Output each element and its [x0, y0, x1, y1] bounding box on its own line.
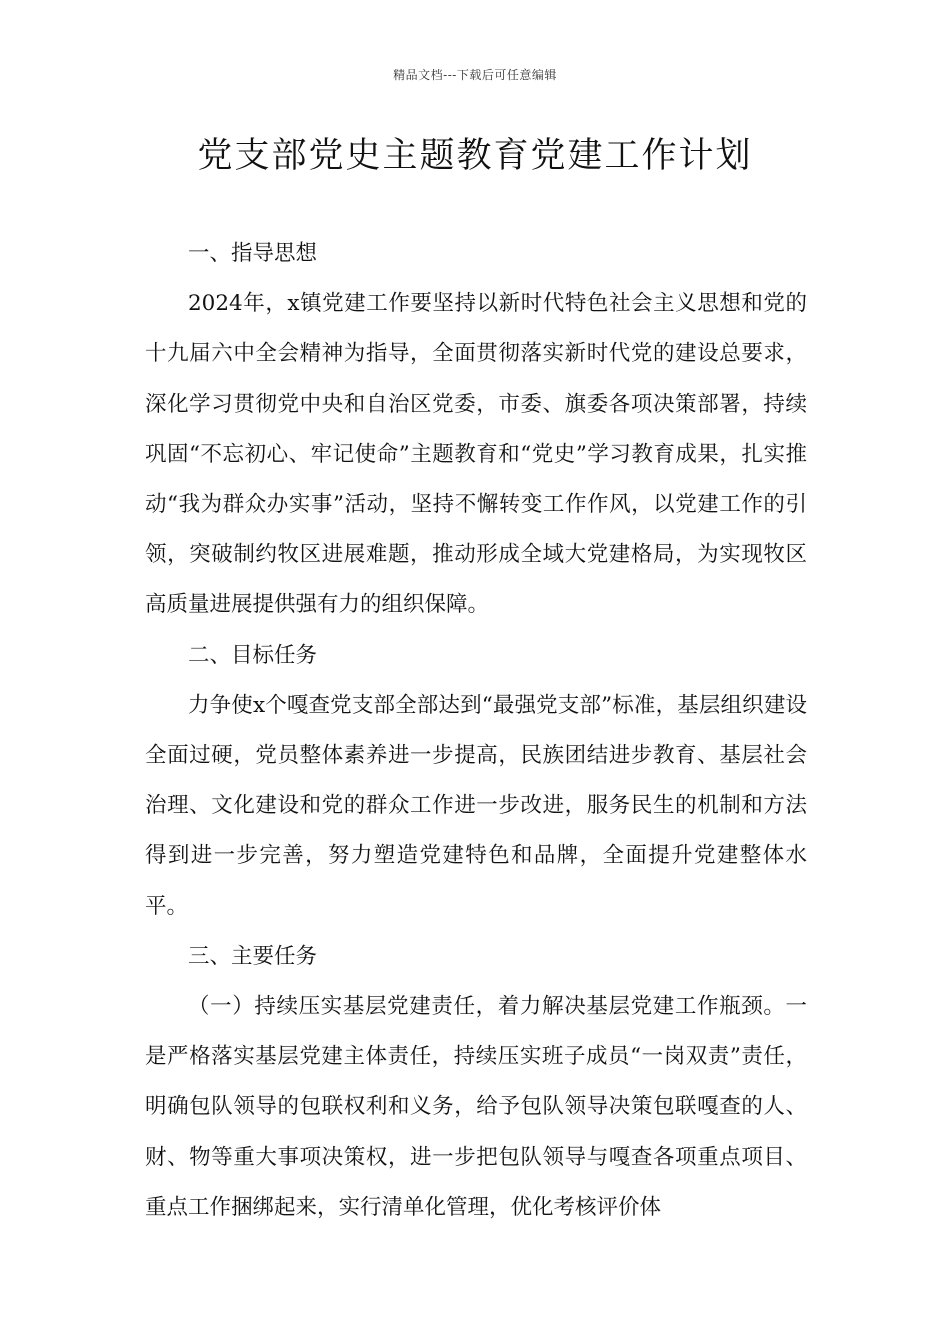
section-heading-goals: 二、目标任务 — [188, 642, 318, 668]
header-note: 精品文档---下载后可任意编辑 — [393, 68, 557, 82]
document-body — [145, 229, 807, 1233]
section-heading-guiding-ideology: 一、指导思想 — [188, 241, 318, 266]
paragraph-main-tasks-1: （一）持续压实基层党建责任，着力解决基层党建工作瓶颈。一是严格落实基层党建主体责任，持续压实班子成员“一岗双责”责任，明确包队领导的包联权利和义务，给予包队领导决策包联嘎查的人、财、物等重大事项决策权，进一步把包队领导与嘎查各项重点项目、重点工作捆绑起来，实行清单化管理，优化考核评价体 — [145, 994, 807, 1220]
paragraph-goals: 力争使x个嘎查党支部全部达到“最强党支部”标准，基层组织建设全面过硬，党员整体素养进一步提高，民族团结进步教育、基层社会治理、文化建设和党的群众工作进一步改进，服务民生的机制和方法得到进一步完善，努力塑造党建特色和品牌，全面提升党建整体水平。 — [145, 692, 807, 919]
paragraph-guiding-ideology: 2024年，x镇党建工作要坚持以新时代特色社会主义思想和党的十九届六中全会精神为指导，全面贯彻落实新时代党的建设总要求，深化学习贯彻党中央和自治区党委，市委、旗委各项决策部署，持续巩固“不忘初心、牢记使命”主题教育和“党史”学习教育成果，扎实推动“我为群众办实事”活动，坚持不懈转变工作作风，以党建工作的引领，突破制约牧区进展难题，推动形成全域大党建格局，为实现牧区高质量进展提供强有力的组织保障。 — [145, 291, 807, 618]
document-title: 党支部党史主题教育党建工作计划 — [197, 136, 753, 176]
section-heading-main-tasks: 三、主要任务 — [188, 943, 318, 969]
